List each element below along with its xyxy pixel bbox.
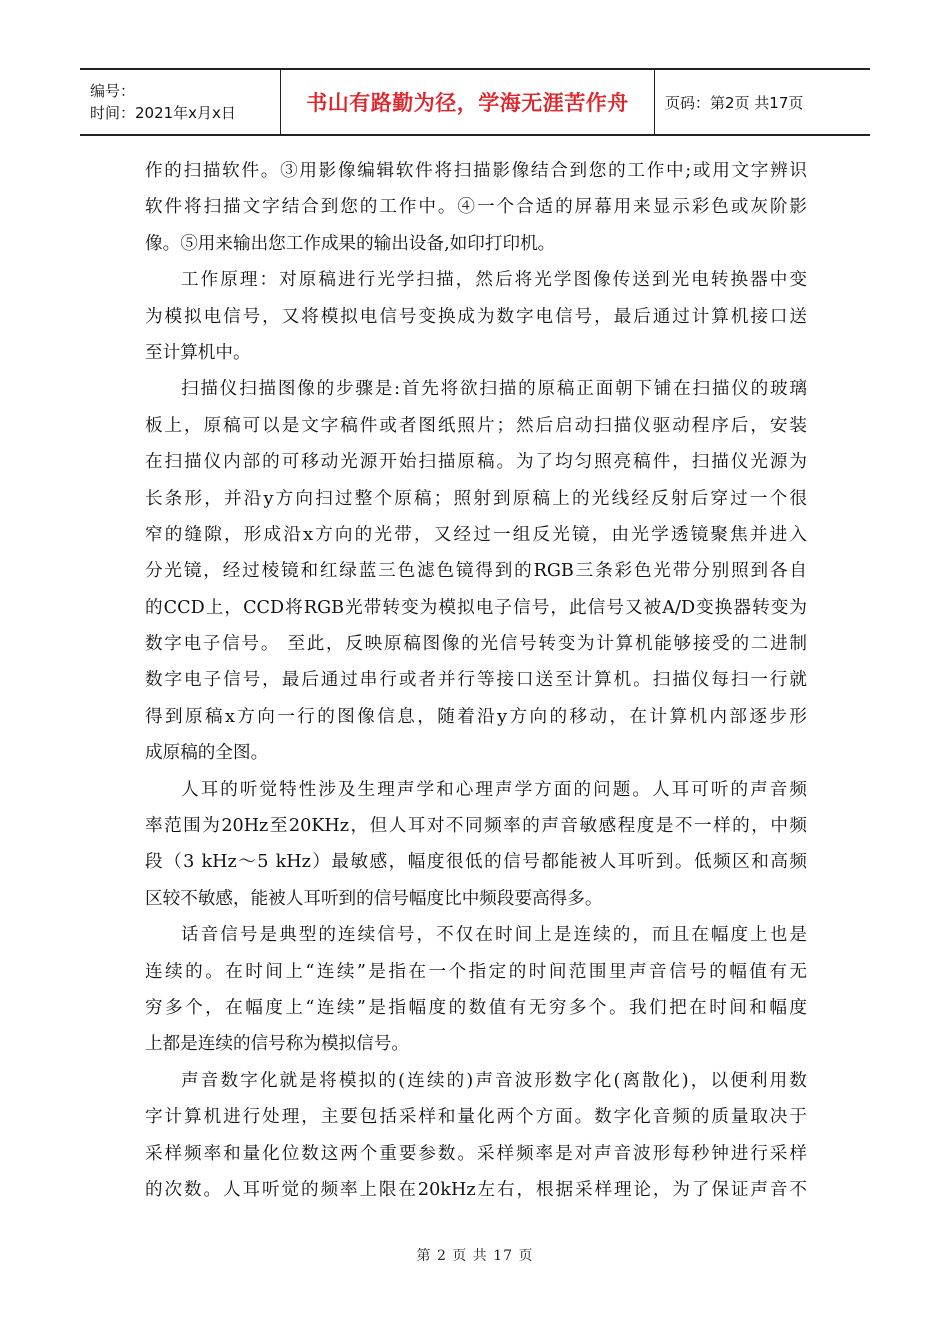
header-page-number: 页码：第2页 共17页 [665,93,804,112]
body-line: 字计算机进行处理，主要包括采样和量化两个方面。数字化音频的质量取决于 [145,1107,807,1128]
body-line: 人耳的听觉特性涉及生理声学和心理声学方面的问题。人耳可听的声音频 [181,779,807,800]
body-line: 段（3 kHz～5 kHz）最敏感，幅度很低的信号都能被人耳听到。低频区和高频 [145,852,807,873]
body-line: 连续的。在时间上“连续”是指在一个指定的时间范围里声音信号的幅值有无 [145,961,807,982]
body-line: 作的扫描软件。③用影像编辑软件将扫描影像结合到您的工作中;或用文字辨识 [145,161,807,181]
document-body [145,153,807,1208]
body-line: 的次数。人耳听觉的频率上限在20kHz左右，根据采样理论，为了保证声音不 [145,1179,807,1200]
body-line: 分光镜，经过棱镜和红绿蓝三色滤色镜得到的RGB三条彩色光带分别照到各自 [145,561,807,582]
body-line: 数字电子信号。 至此，反映原稿图像的光信号转变为计算机能够接受的二进制 [145,634,807,655]
body-line: 软件将扫描文字结合到您的工作中。④一个合适的屏幕用来显示彩色或灰阶影 [145,197,807,218]
body-line: 的CCD上，CCD将RGB光带转变为模拟电子信号，此信号又被A/D变换器转变为 [145,597,807,618]
body-line: 成原稿的全图。 [145,743,269,764]
body-line: 话音信号是典型的连续信号，不仅在时间上是连续的，而且在幅度上也是 [181,925,807,946]
body-line: 板上，原稿可以是文字稿件或者图纸照片；然后启动扫描仪驱动程序后，安装 [145,415,807,436]
body-line: 率范围为20Hz至20KHz，但人耳对不同频率的声音敏感程度是不一样的，中频 [145,816,807,837]
body-line: 工作原理：对原稿进行光学扫描，然后将光学图像传送到光电转换器中变 [181,270,807,291]
body-line: 采样频率和量化位数这两个重要参数。采样频率是对声音波形每秒钟进行采样 [145,1143,807,1164]
header-page-cell [655,70,870,134]
page-header [80,68,870,136]
body-line: 长条形，并沿y方向扫过整个原稿；照射到原稿上的光线经反射后穿过一个很 [145,488,807,509]
body-line: 为模拟电信号，又将模拟电信号变换成为数字电信号，最后通过计算机接口送 [145,306,807,327]
document-number-label: 编号： [90,82,136,100]
body-line: 数字电子信号，最后通过串行或者并行等接口送至计算机。扫描仪每扫一行就 [145,670,807,691]
body-line: 上都是连续的信号称为模拟信号。 [145,1034,409,1055]
header-meta [80,70,281,134]
header-motto: 书山有路勤为径，学海无涯苦作舟 [306,91,629,115]
body-line: 在扫描仪内部的可移动光源开始扫描原稿。为了均匀照亮稿件，扫描仪光源为 [145,452,807,473]
header-motto-cell [281,70,655,134]
body-line: 声音数字化就是将模拟的(连续的)声音波形数字化(离散化)，以便利用数 [181,1070,807,1091]
body-line: 像。⑤用来输出您工作成果的输出设备,如印打印机。 [145,233,556,254]
body-line: 穷多个，在幅度上“连续”是指幅度的数值有无穷多个。我们把在时间和幅度 [145,997,807,1018]
body-line: 扫描仪扫描图像的步骤是:首先将欲扫描的原稿正面朝下铺在扫描仪的玻璃 [181,379,807,400]
body-line: 区较不敏感，能被人耳听到的信号幅度比中频段要高得多。 [145,888,603,909]
document-date-label: 时间：2021年x月x日 [90,104,236,122]
page-footer: 第 2 页 共 17 页 [416,1248,534,1264]
body-line: 窄的缝隙，形成沿x方向的光带，又经过一组反光镜，由光学透镜聚焦并进入 [145,524,807,545]
body-line: 得到原稿x方向一行的图像信息，随着沿y方向的移动，在计算机内部逐步形 [145,706,807,727]
body-line: 至计算机中。 [145,342,251,363]
